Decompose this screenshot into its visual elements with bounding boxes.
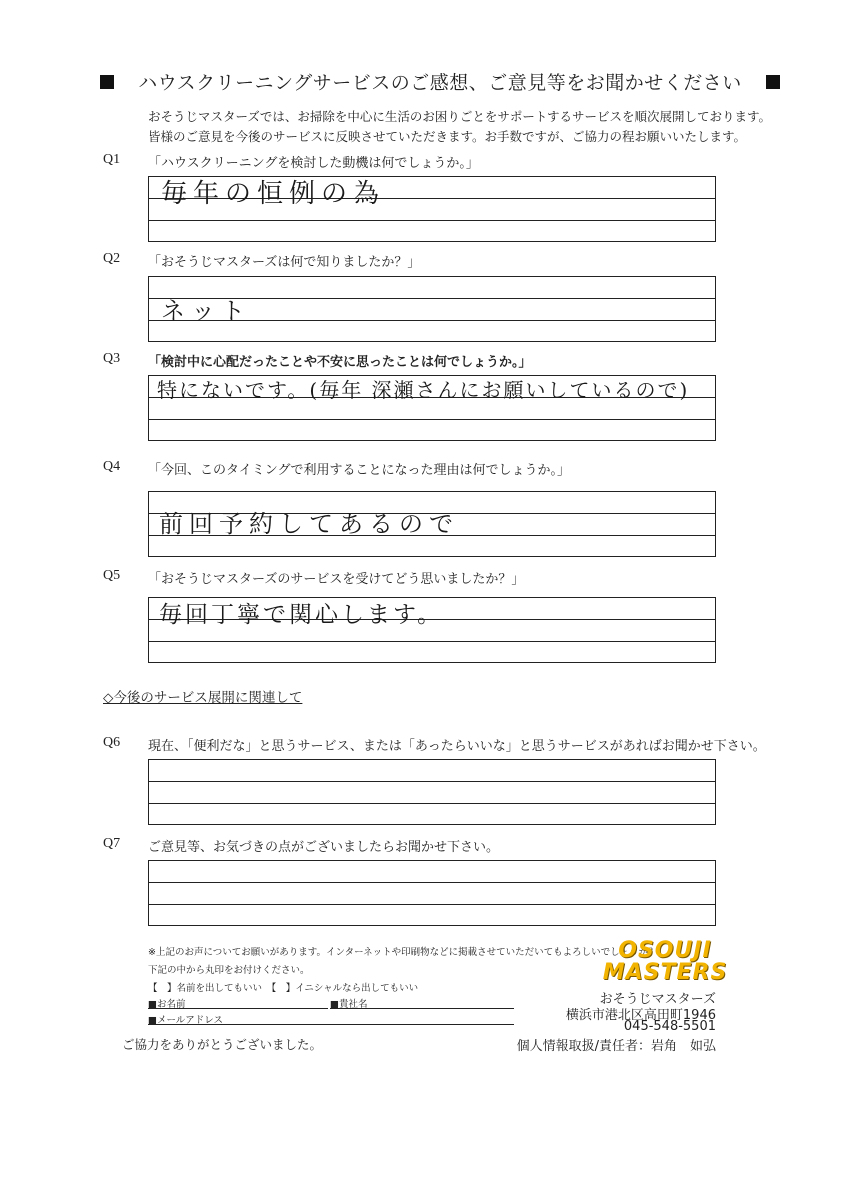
q1-number: Q1 bbox=[103, 152, 121, 167]
q5-number: Q5 bbox=[103, 568, 121, 583]
q7-number: Q7 bbox=[103, 836, 121, 851]
q2-answer-box[interactable] bbox=[148, 276, 716, 342]
consent-line-1: ※上記のお声についてお願いがあります。インターネットや印刷物などに掲載させていただいてもよろしいでしょうか？ bbox=[148, 947, 658, 958]
consent-options[interactable]: 【 】名前を出してもいい 【 】イニシャルなら出してもいい bbox=[148, 983, 419, 994]
company-label: ■貴社名 bbox=[330, 999, 368, 1010]
intro-line-1: おそうじマスターズでは、お掃除を中心に生活のお困りごとをサポートするサービスを順次展開しております。 bbox=[148, 109, 772, 124]
q1-text: 「ハウスクリーニングを検討した動機は何でしょうか。」 bbox=[148, 156, 479, 171]
q3-number: Q3 bbox=[103, 351, 121, 366]
privacy-officer: 個人情報取扱/責任者：岩角 如弘 bbox=[516, 1039, 716, 1054]
thanks-text: ご協力をありがとうございました。 bbox=[122, 1037, 323, 1052]
q6-number: Q6 bbox=[103, 735, 121, 750]
page-title bbox=[100, 68, 780, 95]
company-name: おそうじマスターズ bbox=[599, 992, 716, 1007]
title-text: ハウスクリーニングサービスのご感想、ご意見等をお聞かせください bbox=[138, 72, 742, 94]
q6-answer-box[interactable] bbox=[148, 759, 716, 825]
q7-answer-box[interactable] bbox=[148, 860, 716, 926]
square-bullet-icon bbox=[100, 75, 114, 89]
q4-answer: 前回予約してあるので bbox=[159, 510, 459, 538]
section-heading: ◇今後のサービス展開に関連して bbox=[103, 690, 303, 706]
q4-number: Q4 bbox=[103, 459, 121, 474]
logo-bottom-text: MASTERS bbox=[602, 960, 728, 985]
q6-text: 現在、「便利だな」と思うサービス、または「あったらいいな」と思うサービスがあればお聞かせ下さい。 bbox=[148, 739, 766, 754]
q5-text: 「おそうじマスターズのサービスを受けてどう思いましたか？」 bbox=[148, 572, 525, 587]
email-field[interactable] bbox=[148, 1012, 514, 1025]
company-address: 横浜市港北区高田町1946 bbox=[565, 1008, 716, 1023]
q1-answer: 毎年の恒例の為 bbox=[161, 179, 386, 209]
q1-answer-box[interactable] bbox=[148, 176, 716, 242]
name-label: ■お名前 bbox=[148, 999, 186, 1010]
q4-answer-box[interactable] bbox=[148, 491, 716, 557]
osouji-masters-logo bbox=[602, 938, 728, 986]
q2-number: Q2 bbox=[103, 251, 121, 266]
q3-answer-box[interactable] bbox=[148, 375, 716, 441]
logo-top-text: OSOUJI bbox=[618, 938, 712, 963]
q5-answer-box[interactable] bbox=[148, 597, 716, 663]
consent-line-2: 下記の中から丸印をお付けください。 bbox=[148, 965, 310, 976]
q3-answer: 特にないです。(毎年 深瀬さんにお願いしているので) bbox=[157, 378, 690, 402]
q2-text: 「おそうじマスターズは何で知りましたか？」 bbox=[148, 255, 421, 270]
company-phone: 045-548-5501 bbox=[623, 1019, 716, 1034]
email-label: ■メールアドレス bbox=[148, 1015, 224, 1026]
q5-answer: 毎回丁寧で関心します。 bbox=[159, 602, 444, 628]
q3-text: 「検討中に心配だったことや不安に思ったことは何でしょうか。」 bbox=[148, 355, 532, 370]
q4-text: 「今回、このタイミングで利用することになった理由は何でしょうか。」 bbox=[148, 463, 570, 478]
name-field[interactable] bbox=[148, 996, 328, 1009]
q2-answer: ネット bbox=[161, 297, 251, 325]
intro-line-2: 皆様のご意見を今後のサービスに反映させていただきます。お手数ですが、ご協力の程お願いいたします。 bbox=[148, 129, 747, 144]
square-bullet-icon bbox=[766, 75, 780, 89]
company-field[interactable] bbox=[330, 996, 514, 1009]
q7-text: ご意見等、お気づきの点がございましたらお聞かせ下さい。 bbox=[148, 840, 500, 855]
